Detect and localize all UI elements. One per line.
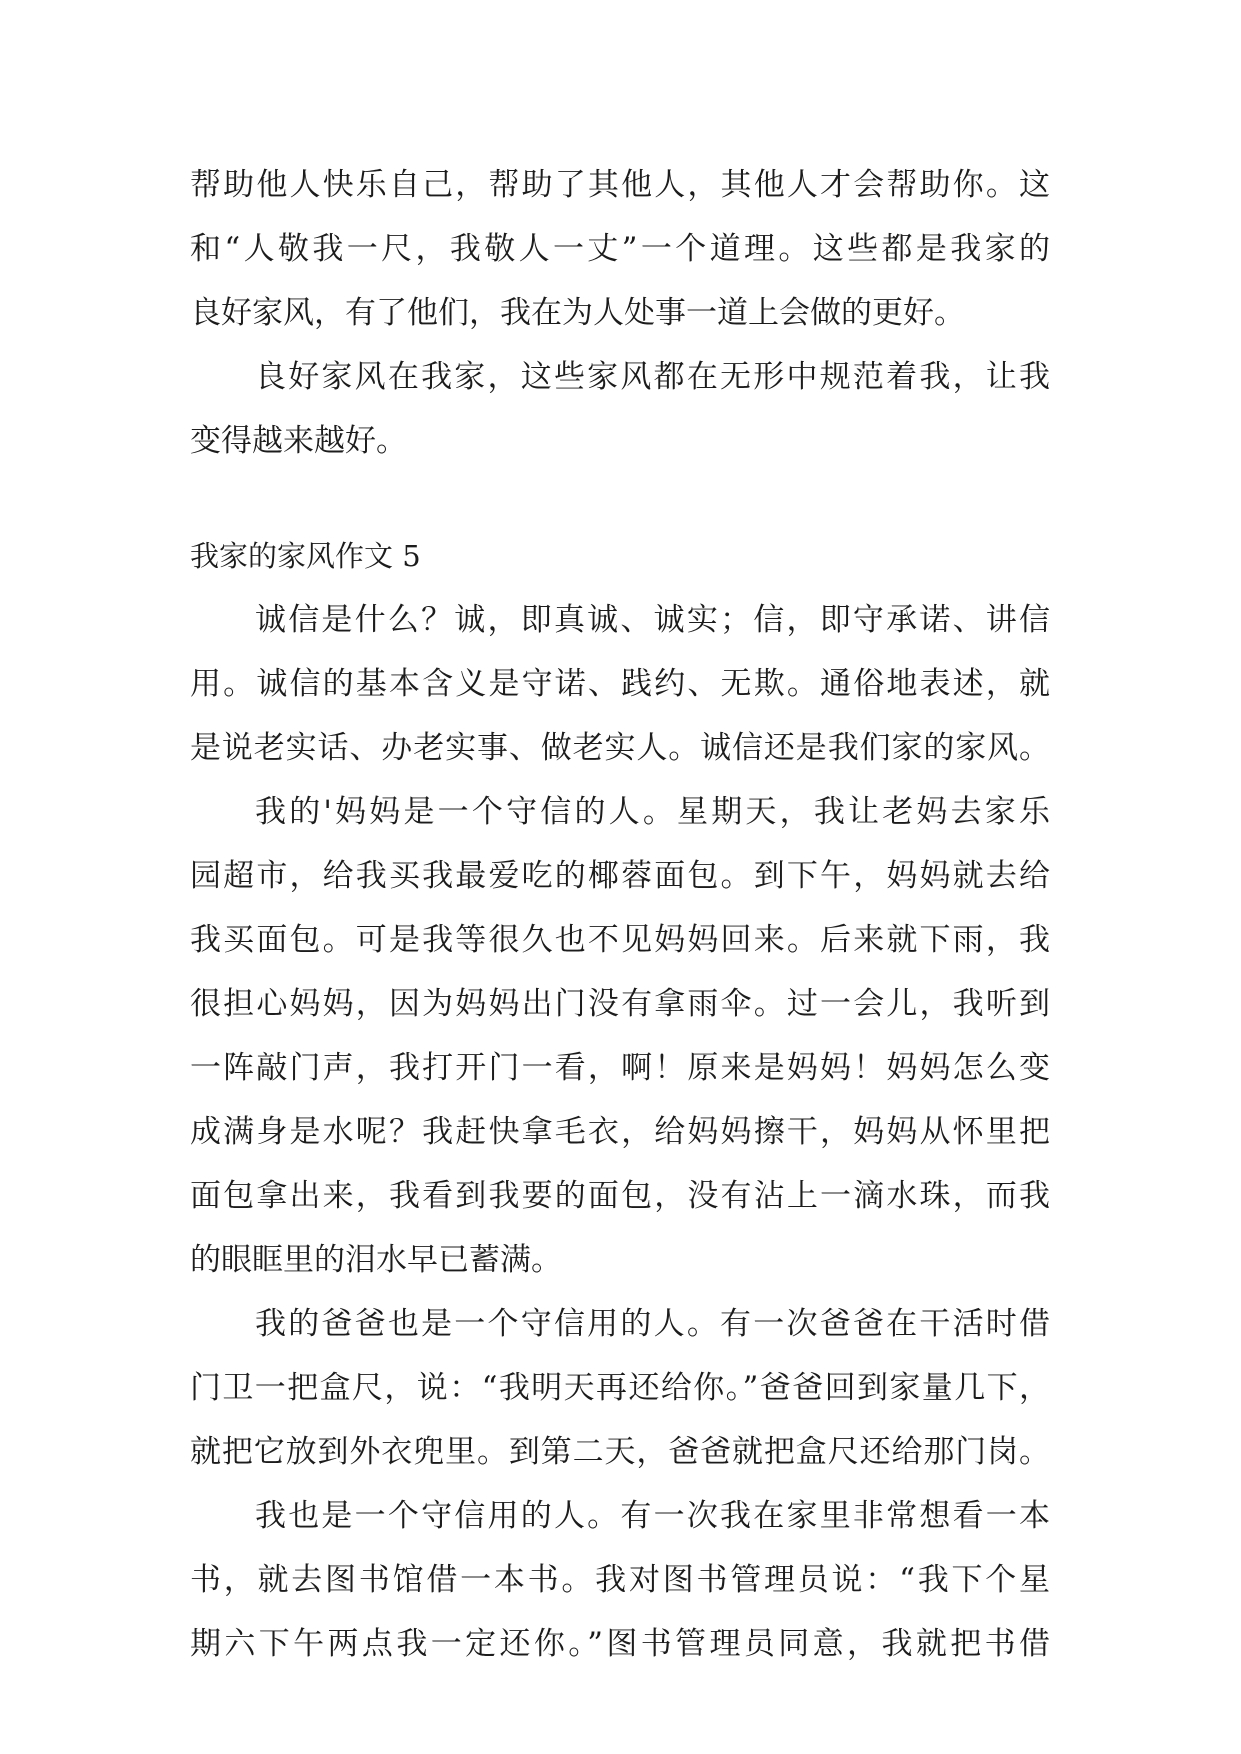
paragraph-1-line-2: 和“人敬我一尺，我敬人一丈”一个道理。这些都是我家的	[190, 231, 1050, 267]
paragraph-4-line-7: 面包拿出来，我看到我要的面包，没有沾上一滴水珠，而我	[190, 1178, 1050, 1214]
paragraph-2-line-2: 变得越来越好。	[190, 423, 407, 459]
paragraph-4-line-1: 我的'妈妈是一个守信的人。星期天，我让老妈去家乐	[255, 794, 1050, 830]
paragraph-3-line-2: 用。诚信的基本含义是守诺、践约、无欺。通俗地表述，就	[190, 666, 1050, 702]
paragraph-4-line-6: 成满身是水呢？我赶快拿毛衣，给妈妈擦干，妈妈从怀里把	[190, 1114, 1050, 1150]
paragraph-5-line-3: 就把它放到外衣兜里。到第二天，爸爸就把盒尺还给那门岗。	[190, 1434, 1050, 1470]
paragraph-5-line-2: 门卫一把盒尺，说：“我明天再还给你。”爸爸回到家量几下，	[190, 1370, 1050, 1406]
essay-heading: 我家的家风作文 5	[190, 539, 421, 573]
paragraph-6-line-3: 期六下午两点我一定还你。”图书管理员同意，我就把书借	[190, 1626, 1050, 1662]
paragraph-6-line-1: 我也是一个守信用的人。有一次我在家里非常想看一本	[255, 1498, 1050, 1534]
paragraph-4-line-8: 的眼眶里的泪水早已蓄满。	[190, 1242, 562, 1278]
paragraph-4-line-3: 我买面包。可是我等很久也不见妈妈回来。后来就下雨，我	[190, 922, 1050, 958]
paragraph-6-line-2: 书，就去图书馆借一本书。我对图书管理员说：“我下个星	[190, 1562, 1050, 1598]
paragraph-4-line-2: 园超市，给我买我最爱吃的椰蓉面包。到下午，妈妈就去给	[190, 858, 1050, 894]
paragraph-4-line-4: 很担心妈妈，因为妈妈出门没有拿雨伞。过一会儿，我听到	[190, 986, 1050, 1022]
paragraph-1-line-1: 帮助他人快乐自己，帮助了其他人，其他人才会帮助你。这	[190, 167, 1050, 203]
paragraph-3-line-1: 诚信是什么？诚，即真诚、诚实；信，即守承诺、讲信	[255, 602, 1050, 638]
paragraph-1-line-3: 良好家风，有了他们，我在为人处事一道上会做的更好。	[190, 295, 965, 331]
paragraph-3-line-3: 是说老实话、办老实事、做老实人。诚信还是我们家的家风。	[190, 730, 1050, 766]
paragraph-4-line-5: 一阵敲门声，我打开门一看，啊！原来是妈妈！妈妈怎么变	[190, 1050, 1050, 1086]
paragraph-5-line-1: 我的爸爸也是一个守信用的人。有一次爸爸在干活时借	[255, 1306, 1050, 1342]
paragraph-2-line-1: 良好家风在我家，这些家风都在无形中规范着我，让我	[255, 359, 1050, 395]
